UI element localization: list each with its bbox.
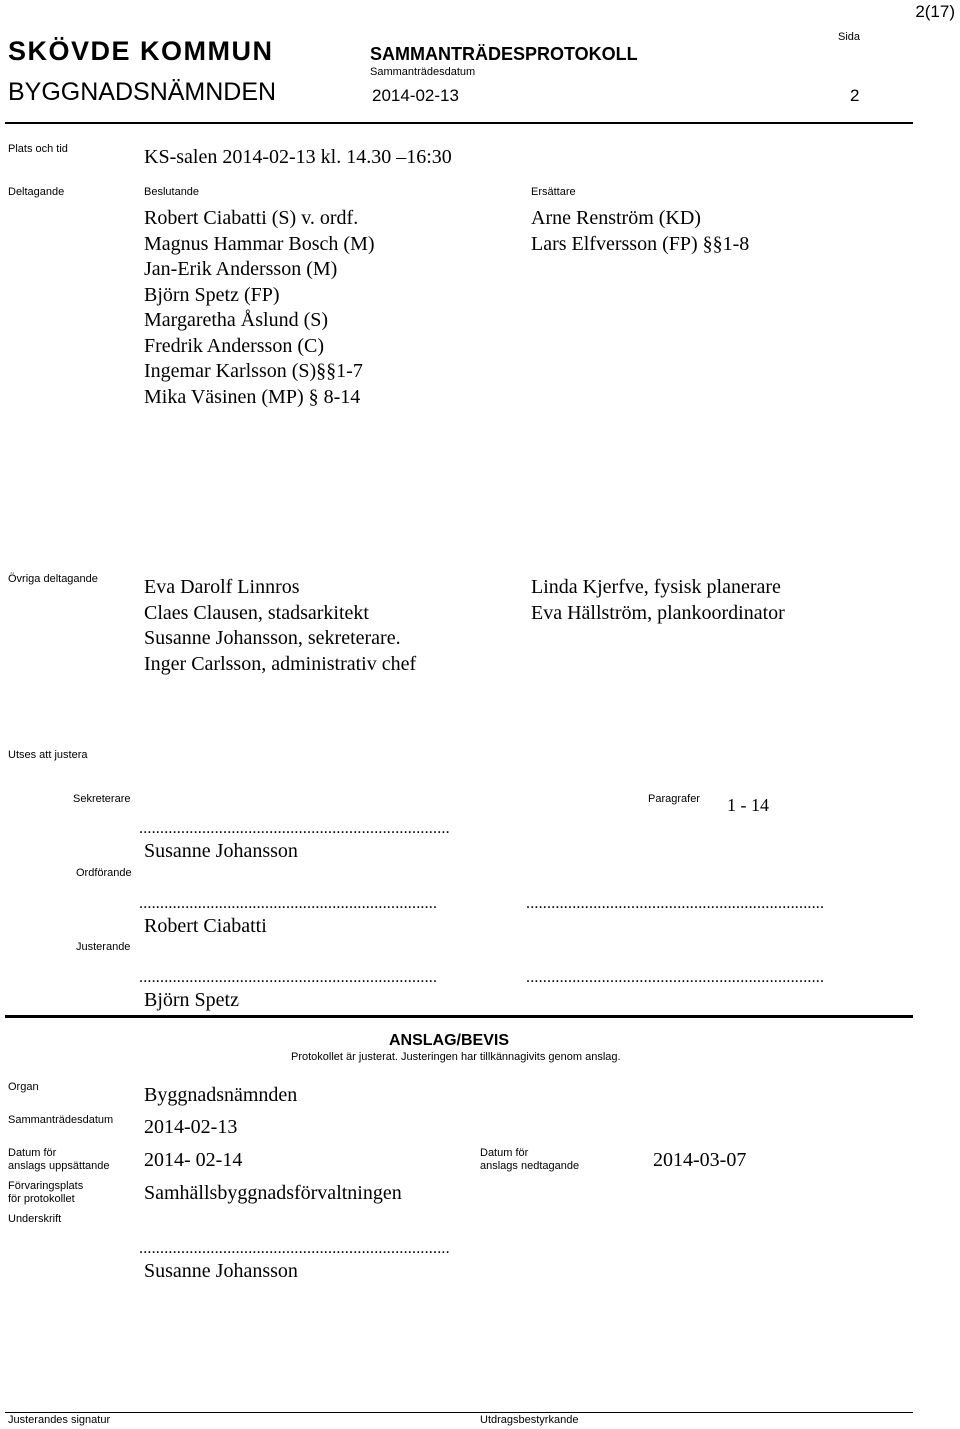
notice-signature-line: .......................................................................... bbox=[139, 1240, 450, 1257]
adjuster-second-signature-line: ....................................................................... bbox=[526, 969, 825, 986]
participants-label: Deltagande bbox=[8, 186, 65, 198]
organ-value: Byggnadsnämnden bbox=[144, 1084, 298, 1106]
committee-name: BYGGNADSNÄMNDEN bbox=[8, 78, 277, 106]
posted-date-label bbox=[8, 1147, 110, 1173]
deciding-member: Mika Väsinen (MP) § 8-14 bbox=[144, 385, 361, 408]
other-participant: Claes Clausen, stadsarkitekt bbox=[144, 601, 369, 624]
header-date-label: Sammanträdesdatum bbox=[370, 66, 476, 78]
storage-label-line2: för protokollet bbox=[8, 1193, 75, 1205]
other-participant: Susanne Johansson, sekreterare. bbox=[144, 627, 401, 649]
chair-label: Ordförande bbox=[76, 867, 132, 879]
notice-date-value: 2014-02-13 bbox=[144, 1116, 238, 1138]
storage-label bbox=[8, 1180, 83, 1206]
other-participant: Eva Darolf Linnros bbox=[144, 576, 300, 598]
chair-signature-line: ....................................................................... bbox=[139, 895, 438, 912]
appointed-label: Utses att justera bbox=[8, 749, 88, 761]
other-participant: Inger Carlsson, administrativ chef bbox=[144, 652, 417, 675]
footer-certification: Utdragsbestyrkande bbox=[480, 1414, 579, 1426]
deciding-member: Magnus Hammar Bosch (M) bbox=[144, 232, 375, 255]
notice-subtitle: Protokollet är justerat. Justeringen har tillkännagivits genom anslag. bbox=[291, 1051, 621, 1063]
removed-date-label bbox=[480, 1147, 579, 1173]
substitutes-list bbox=[531, 206, 749, 257]
notice-date-label: Sammanträdesdatum bbox=[8, 1114, 114, 1126]
secretary-name: Susanne Johansson bbox=[144, 840, 298, 862]
other-participant: Linda Kjerfve, fysisk planerare bbox=[531, 576, 781, 598]
removed-date-value: 2014-03-07 bbox=[653, 1149, 747, 1171]
others-right-list bbox=[531, 575, 785, 626]
section-divider bbox=[5, 1015, 913, 1018]
page-label: Sida bbox=[838, 31, 861, 43]
posted-date-label-line1: Datum för bbox=[8, 1147, 57, 1159]
adjuster-label: Justerande bbox=[76, 941, 131, 953]
secretary-label: Sekreterare bbox=[73, 793, 131, 805]
deciding-list bbox=[144, 206, 375, 410]
posted-date-value: 2014- 02-14 bbox=[144, 1149, 243, 1171]
deciding-member: Fredrik Andersson (C) bbox=[144, 334, 324, 357]
page-indicator: 2(17) bbox=[915, 2, 955, 21]
posted-date-label-line2: anslags uppsättande bbox=[8, 1160, 110, 1172]
deciding-member: Björn Spetz (FP) bbox=[144, 283, 280, 306]
adjuster-name: Björn Spetz bbox=[144, 989, 239, 1011]
deciding-member: Ingemar Karlsson (S)§§1-7 bbox=[144, 360, 363, 382]
place-value: KS-salen 2014-02-13 kl. 14.30 –16:30 bbox=[144, 146, 452, 168]
municipality-logo: SKÖVDE KOMMUN bbox=[8, 36, 274, 66]
other-participant: Eva Hällström, plankoordinator bbox=[531, 601, 785, 624]
paragraphs-label: Paragrafer bbox=[648, 793, 700, 805]
others-label: Övriga deltagande bbox=[8, 573, 98, 585]
header-date-value: 2014-02-13 bbox=[372, 86, 459, 105]
storage-value: Samhällsbyggnadsförvaltningen bbox=[144, 1182, 402, 1204]
header-divider bbox=[5, 122, 913, 124]
removed-date-label-line1: Datum för bbox=[480, 1147, 529, 1159]
footer-adjuster-signature: Justerandes signatur bbox=[8, 1414, 111, 1426]
storage-label-line1: Förvaringsplats bbox=[8, 1180, 84, 1192]
signature-label: Underskrift bbox=[8, 1213, 62, 1225]
organ-label: Organ bbox=[8, 1081, 39, 1093]
secretary-signature-line: .......................................................................... bbox=[139, 820, 450, 837]
others-left-list bbox=[144, 575, 416, 677]
substitute-member: Lars Elfversson (FP) §§1-8 bbox=[531, 232, 750, 255]
chair-name: Robert Ciabatti bbox=[144, 915, 267, 937]
removed-date-label-line2: anslags nedtagande bbox=[480, 1160, 580, 1172]
place-label: Plats och tid bbox=[8, 143, 68, 155]
substitutes-label: Ersättare bbox=[531, 186, 576, 198]
deciding-label: Beslutande bbox=[144, 186, 200, 198]
substitute-member: Arne Renström (KD) bbox=[531, 207, 701, 229]
footer-divider bbox=[5, 1412, 913, 1413]
deciding-member: Robert Ciabatti (S) v. ordf. bbox=[144, 207, 359, 229]
paragraphs-value: 1 - 14 bbox=[727, 795, 769, 815]
deciding-member: Margaretha Åslund (S) bbox=[144, 309, 329, 331]
notice-title: ANSLAG/BEVIS bbox=[389, 1032, 510, 1049]
notice-signature-name: Susanne Johansson bbox=[144, 1260, 298, 1282]
page-number: 2 bbox=[850, 86, 860, 105]
chair-second-signature-line: ....................................................................... bbox=[526, 895, 825, 912]
deciding-member: Jan-Erik Andersson (M) bbox=[144, 258, 338, 280]
document-title: SAMMANTRÄDESPROTOKOLL bbox=[370, 44, 638, 64]
adjuster-signature-line: ....................................................................... bbox=[139, 969, 438, 986]
